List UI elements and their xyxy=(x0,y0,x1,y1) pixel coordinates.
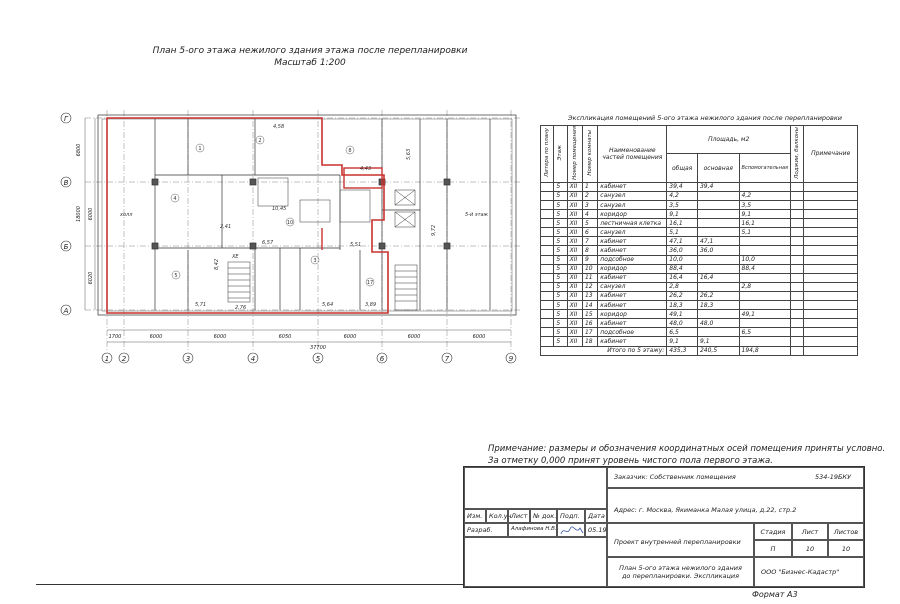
cell-lodzhii xyxy=(791,246,804,255)
cell-lodzhii xyxy=(791,310,804,319)
cell-naim: коридор xyxy=(598,310,667,319)
header-litera: Литера по плану xyxy=(544,128,551,178)
cell-komnata: 7 xyxy=(582,237,597,246)
stamp-code: 534-19БКУ xyxy=(814,473,851,481)
cell-obshaya: 36,0 xyxy=(667,246,698,255)
room-label: 5-й этаж xyxy=(465,212,489,218)
stamp-stadiya: П xyxy=(754,540,792,557)
header-ploshad: Площадь, м2 xyxy=(667,126,791,154)
cell-komnata: 10 xyxy=(582,264,597,273)
header-vspom: Вспомогательная xyxy=(739,154,791,182)
room-label: 5,64 xyxy=(322,302,334,308)
cell-nomer: XII xyxy=(567,255,582,264)
cell-obshaya: 5,1 xyxy=(667,228,698,237)
cell-komnata: 8 xyxy=(582,246,597,255)
cell-nomer: XII xyxy=(567,328,582,337)
stamp-sheet-title: План 5-ого этажа нежилого здания до перепланировки. Экспликация xyxy=(607,557,754,587)
dim-col: 6000 xyxy=(343,334,357,340)
cell-nomer: XII xyxy=(567,210,582,219)
cell-komnata: 1 xyxy=(582,182,597,191)
stamp-date: 05.19 xyxy=(585,523,607,537)
cell-etazh: 5 xyxy=(554,310,567,319)
cell-naim: санузел xyxy=(598,228,667,237)
cell-nomer: XII xyxy=(567,191,582,200)
dim-col: 6000 xyxy=(407,334,421,340)
cell-lodzhii xyxy=(791,191,804,200)
cell-obshaya: 9,1 xyxy=(667,337,698,346)
cell-primech xyxy=(804,237,858,246)
cell-nomer: XII xyxy=(567,319,582,328)
table-row xyxy=(541,301,858,310)
cell-primech xyxy=(804,201,858,210)
room-number: 4 xyxy=(173,196,177,202)
explication-title: Экспликация помещений 5-ого этажа нежилого здания после перепланировки xyxy=(568,114,843,122)
dim-col: 6050 xyxy=(278,334,292,340)
cell-obshaya: 16,4 xyxy=(667,273,698,282)
cell-vspom: 9,1 xyxy=(739,210,791,219)
cell-obshaya: 3,5 xyxy=(667,201,698,210)
table-row xyxy=(541,228,858,237)
floor-plan xyxy=(0,0,540,380)
table-row xyxy=(541,319,858,328)
cell-etazh: 5 xyxy=(554,337,567,346)
cell-naim: коридор xyxy=(598,210,667,219)
table-row xyxy=(541,291,858,300)
cell-komnata: 15 xyxy=(582,310,597,319)
cell-osnovnaya xyxy=(697,191,739,200)
room-label: 10,45 xyxy=(272,206,287,212)
room-number: 10 xyxy=(286,220,294,226)
table-row xyxy=(541,182,858,191)
cell-lodzhii xyxy=(791,273,804,282)
room-label: ХЕ xyxy=(232,254,239,260)
room-label: 4,43 xyxy=(360,166,372,172)
cell-lodzhii xyxy=(791,301,804,310)
cell-obshaya: 18,3 xyxy=(667,301,698,310)
stamp-hdr-izm: Изм. xyxy=(464,509,486,523)
cell-osnovnaya xyxy=(697,219,739,228)
cell-komnata: 2 xyxy=(582,191,597,200)
cell-komnata: 6 xyxy=(582,228,597,237)
cell-vspom xyxy=(739,246,791,255)
stamp-listov: 10 xyxy=(828,540,864,557)
axis-label-row: В xyxy=(63,179,69,187)
stamp-company: ООО "Бизнес-Кадастр" xyxy=(754,557,864,587)
cell-obshaya: 2,8 xyxy=(667,282,698,291)
header-obshaya: общая xyxy=(667,154,698,182)
cell-naim: кабинет xyxy=(598,182,667,191)
stamp-hdr-kol: Кол.уч xyxy=(486,509,508,523)
cell-vspom xyxy=(739,319,791,328)
cell-etazh: 5 xyxy=(554,328,567,337)
stamp-signature xyxy=(557,523,585,537)
room-label: 5,63 xyxy=(406,148,412,160)
cell-etazh: 5 xyxy=(554,319,567,328)
cell-komnata: 18 xyxy=(582,337,597,346)
cell-etazh: 5 xyxy=(554,228,567,237)
cell-komnata: 12 xyxy=(582,282,597,291)
header-primech: Примечание xyxy=(804,126,858,183)
header-nomer-komn: Номер комнаты xyxy=(587,130,594,176)
cell-osnovnaya: 16,4 xyxy=(697,273,739,282)
cell-etazh: 5 xyxy=(554,264,567,273)
cell-osnovnaya: 9,1 xyxy=(697,337,739,346)
cell-litera xyxy=(541,237,554,246)
title-block xyxy=(463,466,865,588)
dim-total-v: 18000 xyxy=(76,206,82,222)
cell-primech xyxy=(804,228,858,237)
room-number: 3 xyxy=(313,258,317,264)
cell-lodzhii xyxy=(791,328,804,337)
table-row xyxy=(541,237,858,246)
cell-litera xyxy=(541,291,554,300)
table-row xyxy=(541,246,858,255)
axis-label-row: Г xyxy=(64,115,68,123)
cell-lodzhii xyxy=(791,228,804,237)
dim-col: 1700 xyxy=(108,334,122,340)
cell-osnovnaya xyxy=(697,228,739,237)
cell-vspom xyxy=(739,301,791,310)
cell-primech xyxy=(804,310,858,319)
sheet-format: Формат А3 xyxy=(752,590,798,599)
axis-label-col: 9 xyxy=(508,355,514,363)
cell-osnovnaya: 47,1 xyxy=(697,237,739,246)
stamp-address: Адрес: г. Москва, Якиманка Малая улица, д.22, стр.2 xyxy=(607,488,864,523)
cell-naim: санузел xyxy=(598,191,667,200)
explication-table xyxy=(540,125,858,355)
cell-etazh: 5 xyxy=(554,210,567,219)
axis-label-col: 6 xyxy=(379,355,385,363)
cell-naim: санузел xyxy=(598,201,667,210)
room-number: 17 xyxy=(366,280,374,286)
cell-komnata: 13 xyxy=(582,291,597,300)
cell-osnovnaya xyxy=(697,282,739,291)
room-label: 6,57 xyxy=(262,240,274,246)
cell-obshaya: 6,5 xyxy=(667,328,698,337)
title-scale: Масштаб 1:200 xyxy=(274,58,346,68)
cell-naim: кабинет xyxy=(598,301,667,310)
table-row xyxy=(541,191,858,200)
cell-vspom: 16,1 xyxy=(739,219,791,228)
axis-label-col: 7 xyxy=(444,355,450,363)
cell-primech xyxy=(804,182,858,191)
header-lodzhii: Лоджии, балконы xyxy=(794,127,801,179)
cell-primech xyxy=(804,337,858,346)
cell-lodzhii xyxy=(791,282,804,291)
cell-primech xyxy=(804,210,858,219)
cell-etazh: 5 xyxy=(554,182,567,191)
stamp-listov-label: Листов xyxy=(828,523,864,540)
table-row xyxy=(541,337,858,346)
cell-lodzhii xyxy=(791,182,804,191)
axis-label-row: Б xyxy=(63,243,69,251)
cell-nomer: XII xyxy=(567,237,582,246)
cell-primech xyxy=(804,255,858,264)
cell-litera xyxy=(541,337,554,346)
room-label: 2,76 xyxy=(235,305,247,311)
frame-line xyxy=(36,584,464,585)
cell-obshaya: 49,1 xyxy=(667,310,698,319)
cell-naim: коридор xyxy=(598,264,667,273)
note-line-2: За отметку 0,000 принят уровень чистого пола первого этажа. xyxy=(488,456,773,466)
cell-komnata: 5 xyxy=(582,219,597,228)
cell-naim: кабинет xyxy=(598,273,667,282)
cell-etazh: 5 xyxy=(554,201,567,210)
cell-primech xyxy=(804,282,858,291)
stamp-customer: Заказчик: Собственник помещения xyxy=(614,473,736,481)
room-number: 5 xyxy=(174,273,178,279)
dim-col: 6000 xyxy=(149,334,163,340)
cell-primech xyxy=(804,219,858,228)
cell-obshaya: 48,0 xyxy=(667,319,698,328)
cell-litera xyxy=(541,182,554,191)
table-row xyxy=(541,273,858,282)
cell-lodzhii xyxy=(791,264,804,273)
table-row xyxy=(541,264,858,273)
cell-etazh: 5 xyxy=(554,273,567,282)
table-row xyxy=(541,210,858,219)
header-etazh: Этаж xyxy=(557,145,564,161)
cell-vspom: 5,1 xyxy=(739,228,791,237)
cell-vspom: 2,8 xyxy=(739,282,791,291)
cell-osnovnaya xyxy=(697,255,739,264)
axis-label-row: А xyxy=(63,307,69,315)
room-label: 9,72 xyxy=(431,224,437,236)
cell-etazh: 5 xyxy=(554,246,567,255)
header-nomer-pom: Номер помещения xyxy=(571,126,578,180)
cell-litera xyxy=(541,319,554,328)
cell-lodzhii xyxy=(791,255,804,264)
stamp-list: 10 xyxy=(792,540,828,557)
cell-naim: кабинет xyxy=(598,237,667,246)
cell-nomer: XII xyxy=(567,246,582,255)
cell-obshaya: 4,2 xyxy=(667,191,698,200)
total-label: Итого по 5 этажу: xyxy=(541,346,667,355)
room-label: 2,41 xyxy=(220,224,232,230)
dim-col: 6000 xyxy=(472,334,486,340)
header-naim: Наименование частей помещения xyxy=(598,126,667,183)
cell-osnovnaya: 36,0 xyxy=(697,246,739,255)
room-label: 3,89 xyxy=(365,302,377,308)
cell-obshaya: 10,0 xyxy=(667,255,698,264)
table-row xyxy=(541,328,858,337)
cell-komnata: 3 xyxy=(582,201,597,210)
cell-nomer: XII xyxy=(567,201,582,210)
cell-primech xyxy=(804,264,858,273)
cell-naim: лестничная клетка xyxy=(598,219,667,228)
stamp-razrab-name: Алафинова Н.В. xyxy=(508,523,557,537)
cell-obshaya: 88,4 xyxy=(667,264,698,273)
axis-label-col: 3 xyxy=(185,355,191,363)
total-obshaya: 435,3 xyxy=(667,346,698,355)
signature-image xyxy=(558,524,586,538)
room-number: 8 xyxy=(348,148,352,154)
cell-vspom xyxy=(739,291,791,300)
cell-etazh: 5 xyxy=(554,255,567,264)
cell-osnovnaya: 39,4 xyxy=(697,182,739,191)
cell-litera xyxy=(541,219,554,228)
table-row xyxy=(541,201,858,210)
cell-osnovnaya xyxy=(697,264,739,273)
cell-primech xyxy=(804,328,858,337)
dim-row: 6000 xyxy=(88,207,94,221)
cell-litera xyxy=(541,246,554,255)
axis-label-col: 2 xyxy=(121,355,127,363)
stamp-stadiya-label: Стадия xyxy=(754,523,792,540)
cell-litera xyxy=(541,191,554,200)
cell-naim: кабинет xyxy=(598,319,667,328)
cell-osnovnaya: 26,2 xyxy=(697,291,739,300)
cell-vspom: 49,1 xyxy=(739,310,791,319)
cell-primech xyxy=(804,301,858,310)
cell-etazh: 5 xyxy=(554,191,567,200)
cell-osnovnaya xyxy=(697,328,739,337)
room-label: 5,71 xyxy=(195,302,207,308)
cell-primech xyxy=(804,191,858,200)
cell-naim: кабинет xyxy=(598,337,667,346)
cell-naim: подсобное xyxy=(598,328,667,337)
cell-komnata: 9 xyxy=(582,255,597,264)
cell-komnata: 11 xyxy=(582,273,597,282)
cell-naim: санузел xyxy=(598,282,667,291)
cell-vspom: 88,4 xyxy=(739,264,791,273)
cell-lodzhii xyxy=(791,201,804,210)
cell-osnovnaya: 18,3 xyxy=(697,301,739,310)
axis-label-col: 4 xyxy=(250,355,256,363)
axis-label-col: 5 xyxy=(315,355,321,363)
cell-primech xyxy=(804,291,858,300)
cell-primech xyxy=(804,273,858,282)
dim-col: 6000 xyxy=(213,334,227,340)
stamp-hdr-ndok: № док. xyxy=(530,509,557,523)
cell-nomer: XII xyxy=(567,310,582,319)
cell-nomer: XII xyxy=(567,264,582,273)
cell-vspom xyxy=(739,337,791,346)
cell-primech xyxy=(804,319,858,328)
cell-nomer: XII xyxy=(567,337,582,346)
cell-litera xyxy=(541,264,554,273)
cell-nomer: XII xyxy=(567,219,582,228)
cell-komnata: 16 xyxy=(582,319,597,328)
cell-vspom: 6,5 xyxy=(739,328,791,337)
cell-lodzhii xyxy=(791,319,804,328)
cell-osnovnaya: 48,0 xyxy=(697,319,739,328)
axis-label-col: 1 xyxy=(104,355,110,363)
total-vspom: 194,8 xyxy=(739,346,791,355)
cell-etazh: 5 xyxy=(554,291,567,300)
cell-lodzhii xyxy=(791,219,804,228)
cell-obshaya: 47,1 xyxy=(667,237,698,246)
cell-naim: подсобное xyxy=(598,255,667,264)
cell-vspom xyxy=(739,182,791,191)
cell-etazh: 5 xyxy=(554,219,567,228)
cell-litera xyxy=(541,201,554,210)
stamp-hdr-list: Лист xyxy=(508,509,530,523)
cell-litera xyxy=(541,273,554,282)
header-osnovnaya: основная xyxy=(697,154,739,182)
stamp-hdr-podp: Подп. xyxy=(557,509,585,523)
cell-obshaya: 39,4 xyxy=(667,182,698,191)
cell-vspom xyxy=(739,273,791,282)
cell-vspom: 3,5 xyxy=(739,201,791,210)
cell-etazh: 5 xyxy=(554,282,567,291)
cell-litera xyxy=(541,282,554,291)
cell-litera xyxy=(541,310,554,319)
cell-komnata: 4 xyxy=(582,210,597,219)
cell-litera xyxy=(541,301,554,310)
dim-row: 6800 xyxy=(76,143,82,157)
cell-litera xyxy=(541,210,554,219)
cell-vspom: 4,2 xyxy=(739,191,791,200)
cell-osnovnaya xyxy=(697,210,739,219)
cell-osnovnaya xyxy=(697,201,739,210)
cell-lodzhii xyxy=(791,337,804,346)
stamp-hdr-data: Дата xyxy=(585,509,607,523)
dim-total-h: 37700 xyxy=(310,345,326,351)
cell-nomer: XII xyxy=(567,301,582,310)
cell-lodzhii xyxy=(791,237,804,246)
table-row xyxy=(541,282,858,291)
cell-nomer: XII xyxy=(567,273,582,282)
cell-obshaya: 9,1 xyxy=(667,210,698,219)
table-row xyxy=(541,310,858,319)
room-label: 8,42 xyxy=(214,258,220,270)
cell-komnata: 17 xyxy=(582,328,597,337)
cell-lodzhii xyxy=(791,291,804,300)
title-line-1: План 5-ого этажа нежилого здания этажа после перепланировки xyxy=(152,46,468,56)
cell-nomer: XII xyxy=(567,291,582,300)
room-label: 4,58 xyxy=(273,124,285,130)
room-label: холл xyxy=(120,212,133,218)
cell-nomer: XII xyxy=(567,182,582,191)
room-number: 2 xyxy=(258,138,262,144)
cell-etazh: 5 xyxy=(554,301,567,310)
cell-osnovnaya xyxy=(697,310,739,319)
dim-row: 6020 xyxy=(88,271,94,285)
cell-litera xyxy=(541,255,554,264)
cell-naim: кабинет xyxy=(598,291,667,300)
stamp-razrab: Разраб. xyxy=(464,523,508,537)
cell-litera xyxy=(541,328,554,337)
cell-vspom xyxy=(739,237,791,246)
cell-obshaya: 16,1 xyxy=(667,219,698,228)
room-number: 1 xyxy=(198,146,202,152)
cell-vspom: 10,0 xyxy=(739,255,791,264)
cell-primech xyxy=(804,246,858,255)
cell-nomer: XII xyxy=(567,228,582,237)
note-line-1: Примечание: размеры и обозначения координатных осей помещения приняты условно. xyxy=(488,444,886,454)
cell-lodzhii xyxy=(791,210,804,219)
stamp-project: Проект внутренней перепланировки xyxy=(607,523,754,557)
cell-naim: кабинет xyxy=(598,246,667,255)
cell-obshaya: 26,2 xyxy=(667,291,698,300)
table-row xyxy=(541,255,858,264)
total-osnovnaya: 240,5 xyxy=(697,346,739,355)
cell-litera xyxy=(541,228,554,237)
stamp-list-label: Лист xyxy=(792,523,828,540)
cell-komnata: 14 xyxy=(582,301,597,310)
room-label: 5,51 xyxy=(350,242,362,248)
cell-etazh: 5 xyxy=(554,237,567,246)
table-row xyxy=(541,219,858,228)
cell-nomer: XII xyxy=(567,282,582,291)
